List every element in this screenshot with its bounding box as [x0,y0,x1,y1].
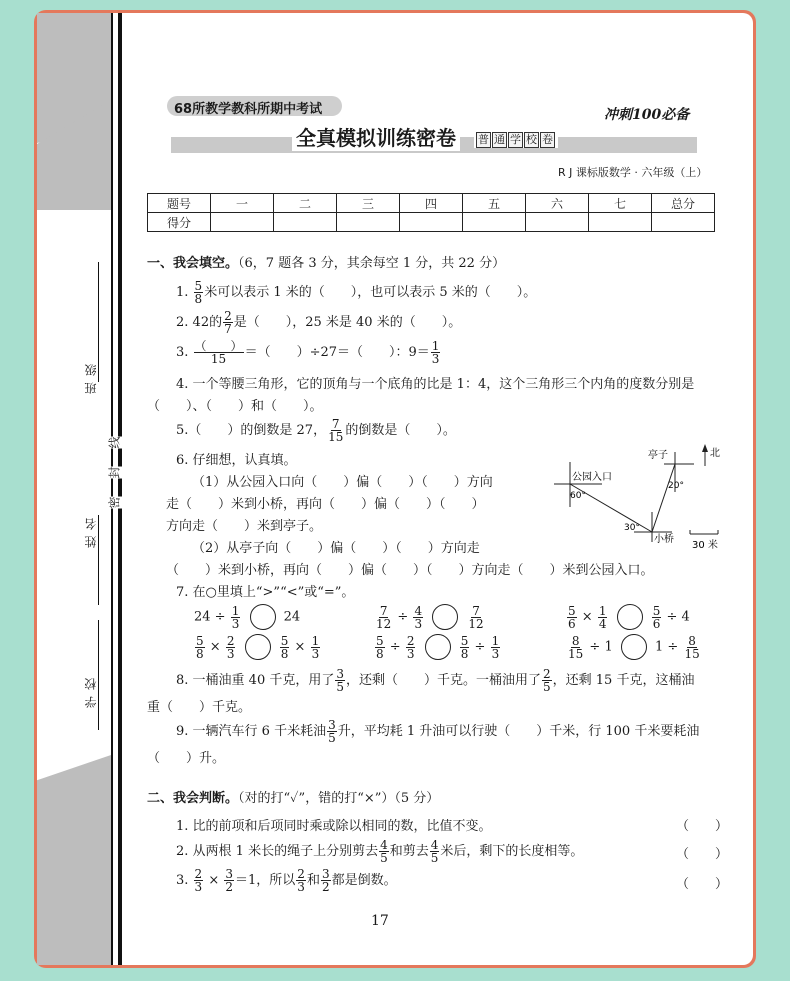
numerator: 5 [376,633,384,648]
table-cell: 二 [274,194,337,213]
denominator: 5 [328,731,336,745]
question-6-part2a: （2）从亭子向（ ）偏（ ）（ ）方向走 [192,541,480,556]
name-write-line [98,515,99,605]
question-text: 米可以表示 1 米的（ ），也可以表示 5 米的（ ）。 [204,285,537,300]
question-9-line1 [176,719,699,744]
compare-r1-c2 [374,604,486,630]
numerator: 4 [380,838,388,852]
numerator: 4 [430,838,439,852]
question-6-intro: 6. 仔细想，认真填。 [176,453,297,468]
fraction [231,605,241,630]
question-num: 3. [176,873,189,888]
compare-circle[interactable] [432,604,458,630]
edition-label: R J 课标版数学 · 六年级（上） [558,166,708,179]
numerator: 2 [543,667,551,681]
tag-char: 通 [494,133,505,146]
question-7-intro: 7. 在○里填上“>”“<”或“=”。 [176,585,355,600]
question-text: ，还剩（ ）千克。一桶油用了 [345,673,541,688]
fraction [467,605,484,630]
class-label: 班级 [84,358,98,394]
binding-line-inner [118,13,122,965]
judge-1: 1. 比的前项和后项同时乘或除以相同的数，比值不变。 [176,819,492,834]
north-label: 北 [710,448,720,459]
question-text: 8. 一桶油重 40 千克，用了 [176,673,335,688]
denominator: 8 [196,646,204,661]
tag-char: 普 [478,133,489,146]
denominator: 8 [280,646,289,661]
numerator: 3 [225,867,234,881]
series-title: 68所教学教科所期中考试 [174,102,323,117]
score-blank[interactable] [274,213,337,232]
score-header-row [148,194,715,213]
numerator: 1 [311,633,320,648]
section-title: 一、我会填空。 [147,256,239,271]
score-blank[interactable] [463,213,526,232]
question-text: 都是倒数。 [331,873,397,888]
tag-char: 校 [526,133,537,146]
numerator: 1 [431,339,440,353]
compare-circle[interactable] [245,634,271,660]
question-2 [176,310,461,335]
fraction [296,868,306,893]
page-number: 17 [371,913,389,929]
denominator: 15 [568,646,584,661]
slogan: 冲刺100必备 [604,107,690,123]
numerator: 7 [331,417,340,431]
denominator: 8 [460,646,469,661]
fraction [195,635,205,660]
operator: ÷ 1 [589,639,613,655]
compare-r1-c3 [566,604,690,630]
compare-circle[interactable] [621,634,647,660]
question-text: 和剪去 [389,844,429,859]
score-blank[interactable] [337,213,400,232]
operator: ÷ [474,639,486,655]
denominator: 3 [226,646,235,661]
tag-char: 学 [510,133,521,146]
numerator: 2 [224,309,232,323]
table-cell: 四 [400,194,463,213]
question-text: 9. 一辆汽车行 6 千米耗油 [176,724,327,739]
fraction [413,605,423,630]
denominator: 5 [430,851,439,865]
fraction [406,635,416,660]
table-cell: 七 [589,194,652,213]
exam-title: 全真模拟训练密卷 [292,122,460,151]
operator: ÷ [397,609,409,625]
denominator: 15 [328,430,344,444]
section1-heading [147,252,505,271]
question-text: 升，平均耗 1 升油可以行驶（ ）千米，行 100 千米要耗油 [337,724,700,739]
score-blank[interactable] [211,213,274,232]
compare-r2-c1 [194,634,321,660]
table-cell: 三 [337,194,400,213]
angle-label: 20° [668,481,684,491]
score-table [147,193,715,232]
table-cell: 一 [211,194,274,213]
tag-char: 卷 [542,133,553,146]
question-text: ＝（ ）÷27＝（ ）：9＝ [244,345,430,360]
operator: × [208,873,220,888]
denominator: 3 [297,880,305,894]
answer-paren[interactable]: （ ） [676,847,729,862]
table-cell: 六 [526,194,589,213]
fraction [321,868,331,893]
expr-text: ÷ 4 [666,609,690,625]
operator: × [581,609,593,625]
numerator: 7 [379,603,388,618]
table-cell: 五 [463,194,526,213]
question-text: 和 [306,873,320,888]
section-note: （对的打“✓”，错的打“×”）（5 分） [238,791,440,806]
denominator: 12 [468,616,484,631]
fraction [327,418,344,443]
fraction [431,340,441,365]
numerator: 4 [414,603,423,618]
fraction [598,605,608,630]
question-6-part1b: 走（ ）米到小桥，再向（ ）偏（ ）（ ） [166,497,485,512]
fraction [280,635,290,660]
numerator: 3 [336,667,344,681]
school-label: 学校 [84,672,98,708]
question-6-part1c: 方向走（ ）米到亭子。 [166,519,323,534]
numerator: 3 [328,718,336,732]
fraction [224,868,234,893]
fraction [542,668,552,693]
numerator: 2 [297,867,305,881]
numerator: 8 [571,633,580,648]
question-text: 2. 从两根 1 米长的绳子上分别剪去 [176,844,379,859]
numerator: 5 [460,633,469,648]
numerator: 5 [194,279,203,293]
compare-r2-c2 [374,634,501,660]
score-blank[interactable] [652,213,715,232]
question-3 [176,340,441,365]
question-text: ，还剩 15 千克，这桶油 [552,673,695,688]
question-text: ＝1，所以 [235,873,296,888]
denominator: 3 [231,616,240,631]
numerator: 2 [226,633,235,648]
question-text: 5.（ ）的倒数是 27， [176,423,327,438]
question-num: 1. [176,285,189,300]
score-blank[interactable] [400,213,463,232]
question-num: 3. [176,345,189,360]
question-1 [176,280,536,305]
question-5 [176,418,456,443]
denominator: 12 [376,616,392,631]
binding-strip-bottom [37,755,111,965]
denominator: 15 [684,646,700,661]
question-6-part2b: （ ）米到小桥，再向（ ）偏（ ）（ ）方向走（ ）米到公园入口。 [166,563,654,578]
denominator: 6 [568,616,576,631]
fraction [194,340,244,365]
compare-circle[interactable] [617,604,643,630]
binding-line-outer [111,13,113,965]
operator: × [294,639,306,655]
angle-label: 30° [624,523,640,533]
north-arrow-head [702,444,708,452]
scale-label: 30 米 [692,540,718,551]
fraction [194,280,204,305]
denominator: 5 [336,680,344,694]
numerator: 3 [321,867,330,881]
pavilion-label: 亭子 [648,450,668,461]
numerator: 5 [652,603,661,618]
question-8-line1 [176,668,694,693]
compare-r2-c3 [566,634,702,660]
operator: ÷ [389,639,401,655]
denominator: 5 [543,680,551,694]
numerator: 5 [568,603,576,618]
seal-secret-char: 密 [107,496,122,509]
fraction [567,605,577,630]
question-4-line1: 4. 一个等腰三角形，它的顶角与一个底角的比是 1：4，这个三角形三个内角的度数分别是 [176,377,695,392]
denominator: 3 [194,880,203,894]
question-8-line2: 重（ ）千克。 [147,700,252,715]
score-value-row [148,213,715,232]
seal-line-char: 线 [107,436,122,449]
paper-type-tags [474,128,558,148]
question-text: 是（ ），25 米是 40 米的（ ）。 [233,315,462,330]
question-text: 的倒数是（ ）。 [345,423,456,438]
compare-circle[interactable] [250,604,276,630]
fraction [652,605,662,630]
section-note: （6，7 题各 3 分，其余每空 1 分，共 22 分） [238,256,506,271]
fraction [226,635,236,660]
table-cell: 总分 [652,194,715,213]
question-6-part1a: （1）从公园入口向（ ）偏（ ）（ ）方向 [192,475,493,490]
entrance-label: 公园入口 [572,472,612,483]
denominator: 3 [431,352,440,366]
question-4-line2: （ ）、（ ）和（ ）。 [147,399,323,414]
direction-map [550,442,730,554]
expr-text: 24 ÷ [194,609,226,625]
denominator: 15 [210,352,227,366]
fraction [491,635,501,660]
numerator: 5 [280,633,289,648]
denominator: 8 [376,646,384,661]
denominator: 2 [225,880,234,894]
denominator: 5 [380,851,388,865]
question-text: 42的 [192,315,223,330]
numerator: 1 [231,603,240,618]
question-9-line2: （ ）升。 [147,751,226,766]
numerator: 7 [472,603,480,618]
operator: × [209,639,221,655]
class-write-line [98,262,99,382]
numerator: 2 [194,867,203,881]
numerator: （ ） [194,339,243,353]
denominator: 4 [598,616,607,631]
question-text: 米后，剩下的长度相等。 [440,844,584,859]
fraction [223,310,233,335]
expr-text: 1 ÷ [655,639,679,655]
denominator: 3 [414,616,423,631]
fraction [311,635,321,660]
answer-paren[interactable]: （ ） [676,877,729,892]
fraction [375,605,392,630]
score-blank[interactable] [589,213,652,232]
fraction [430,839,440,864]
numerator: 1 [598,603,607,618]
fraction [683,635,700,660]
answer-paren[interactable]: （ ） [676,819,729,834]
numerator: 5 [196,633,204,648]
fraction [327,719,337,744]
expr-text: 24 [283,609,301,625]
numerator: 8 [688,633,696,648]
bridge-label: 小桥 [654,534,674,545]
section2-heading [147,787,439,806]
question-num: 2. [176,315,189,330]
denominator: 6 [652,616,661,631]
fraction [460,635,470,660]
judge-3 [176,868,397,893]
table-cell: 得分 [148,213,211,232]
score-blank[interactable] [526,213,589,232]
school-write-line [98,620,99,730]
compare-r1-c1 [194,604,300,630]
numerator: 1 [491,633,500,648]
fraction [335,668,345,693]
path-bridge-pavilion [652,464,675,532]
section-title: 二、我会判断。 [147,791,239,806]
numerator: 2 [406,633,415,648]
compare-circle[interactable] [425,634,451,660]
denominator: 7 [224,322,232,336]
denominator: 3 [406,646,415,661]
fraction [375,635,385,660]
fraction [379,839,389,864]
fraction [567,635,584,660]
denominator: 3 [491,646,500,661]
angle-label: 60° [570,491,586,501]
table-cell: 题号 [148,194,211,213]
judge-2 [176,839,583,864]
fraction [194,868,204,893]
seal-seal-char: 封 [107,466,122,479]
denominator: 2 [321,880,330,894]
denominator: 8 [194,292,203,306]
name-label: 姓名 [84,512,98,548]
denominator: 3 [311,646,320,661]
